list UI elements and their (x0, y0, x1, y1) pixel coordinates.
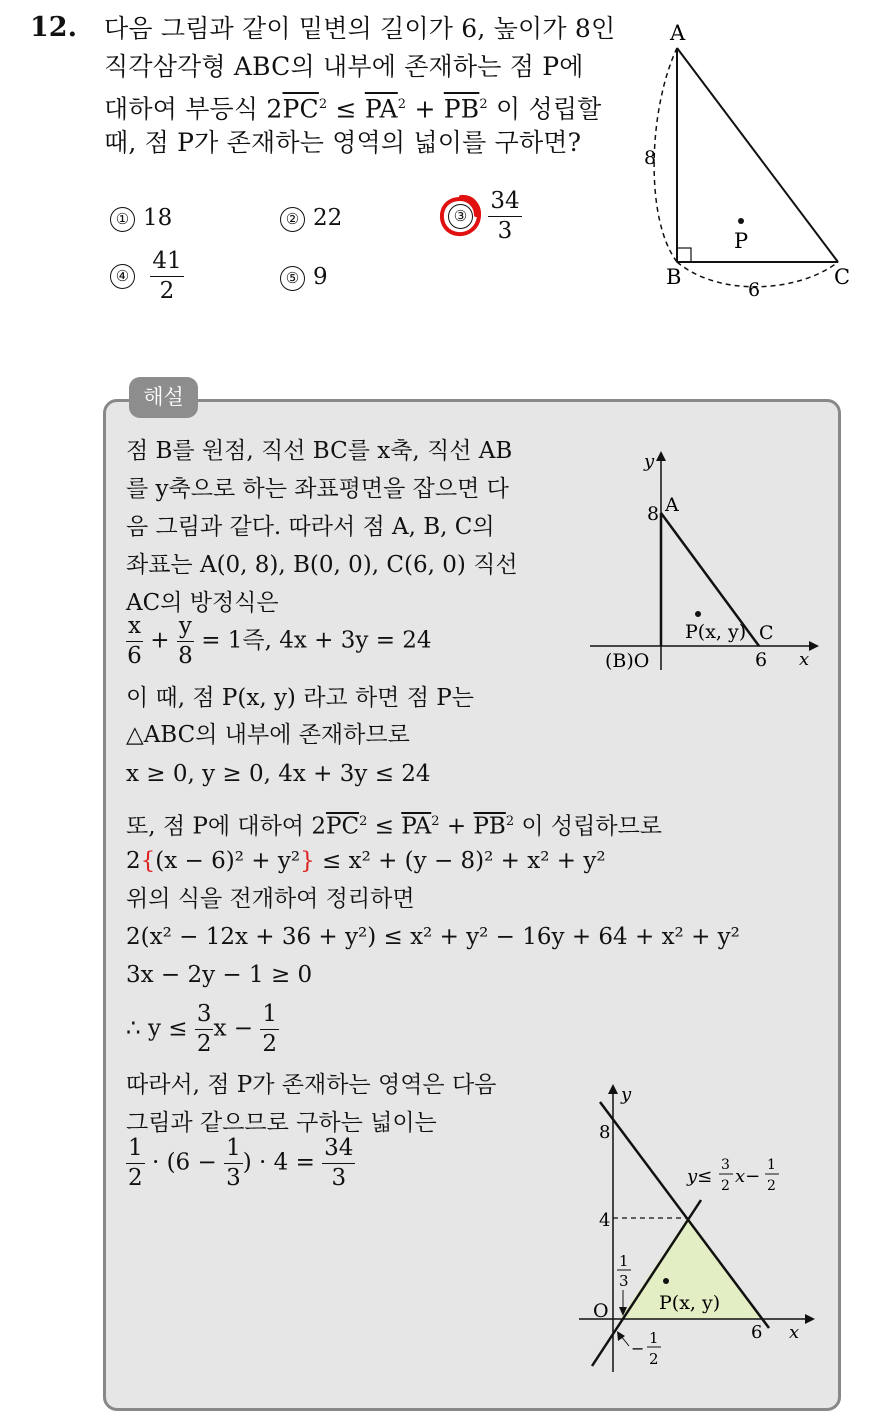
label-figure2-A: A (665, 494, 679, 516)
label-figure2-y: y (644, 451, 655, 472)
solution-line-9 (126, 807, 662, 842)
solution-line-11: 위의 식을 전개하여 정리하면 (126, 886, 415, 912)
text-solution-l17_d1: 2 (128, 1165, 143, 1191)
text-question-plus: + (414, 94, 436, 124)
text-solution-l9_pre: 또, 점 P에 대하여 2 (126, 813, 326, 840)
text-solution-l14_mid: x − (213, 1015, 254, 1042)
text-solution-l17_n2: 1 (224, 1137, 243, 1164)
label-figure3-y: y (621, 1084, 632, 1105)
text-solution-l17_d3: 3 (331, 1165, 347, 1191)
question-line-1: 다음 그림과 같이 밑변의 길이가 6, 높이가 8인 (104, 14, 616, 43)
selected-answer-circle-mark (438, 193, 484, 239)
label-figure2-C: C (759, 622, 774, 644)
text-choices-1-mark: ② (280, 207, 305, 232)
text-solution-eq1_rest: = 1즉, 4x + 3y = 24 (201, 627, 432, 654)
label-p: P (734, 229, 749, 253)
choice-5[interactable] (280, 264, 328, 291)
solution-line-13: 3x − 2y − 1 ≥ 0 (126, 962, 313, 988)
label-figure3-third_n: 1 (619, 1252, 629, 1270)
arc-height (654, 48, 677, 262)
text-choices-3-num: 41 (150, 250, 183, 277)
text-solution-l10_b: { (140, 848, 156, 874)
text-question-seg_pa: $\overline{PA}$ (364, 94, 398, 124)
solution-line-8: x ≥ 0, y ≥ 0, 4x + 3y ≤ 24 (126, 761, 431, 787)
label-figure3-x: x (789, 1322, 800, 1343)
solution-line-4: 좌표는 A(0, 8), B(0, 0), C(6, 0) 직선 (126, 552, 518, 578)
label-figure3-four: 4 (599, 1210, 611, 1231)
solution-tag: 해설 (129, 377, 198, 418)
text-solution-l9_post: 이 성립하므로 (521, 813, 663, 840)
label-a: A (670, 21, 686, 45)
label-figure3-ineq_n: 3 (721, 1157, 730, 1173)
label-figure3-ineq_d2: 2 (767, 1178, 776, 1194)
text-solution-l10_c: (x − 6)² + y² (155, 848, 301, 874)
question-line-3 (104, 88, 602, 126)
side-ac (677, 48, 838, 262)
label-figure3-neg: − (631, 1339, 645, 1358)
text-solution-l14_a: ∴ y ≤ (126, 1015, 188, 1042)
label-base-6: 6 (748, 279, 761, 301)
text-solution-eq1_x: x (126, 615, 143, 642)
text-question-plus: + (446, 813, 467, 840)
text-choices-3-mark: ④ (110, 264, 135, 289)
solution-line-7: △ABC의 내부에 존재하므로 (126, 722, 410, 748)
text-question-sq: 2 (431, 814, 440, 829)
text-question-seg_pc: $\overline{PC}$ (282, 94, 319, 124)
label-figure3-ineq: y≤ (687, 1166, 713, 1187)
label-figure3-ineq_mid: x− (735, 1166, 761, 1187)
text-question-sq: 2 (505, 814, 515, 829)
solution-line-1: 점 B를 원점, 직선 BC를 x축, 직선 AB (126, 438, 513, 464)
text-choices-2-den: 3 (497, 218, 513, 244)
text-question-line3_pre: 대하여 부등식 2 (104, 94, 283, 124)
label-figure3-ineq_n2: 1 (767, 1157, 776, 1173)
choice-4[interactable] (110, 250, 184, 303)
label-figure3-neg_n: 1 (649, 1329, 659, 1347)
label-figure2-P: P(x, y) (685, 621, 747, 643)
text-choices-2-mark: ③ (448, 204, 473, 229)
label-figure3-eight: 8 (599, 1122, 611, 1143)
region-figure (575, 1080, 825, 1375)
text-solution-l14_n2: 1 (260, 1003, 279, 1030)
text-question-sq: 2 (397, 97, 407, 112)
solution-line-2: 를 y축으로 하는 좌표평면을 잡으면 다 (126, 476, 509, 502)
text-choices-3-den: 2 (159, 278, 175, 304)
label-figure3-neg_d: 2 (649, 1350, 659, 1368)
text-solution-eq1_8: 8 (178, 643, 193, 669)
point-p-dot (738, 218, 744, 224)
label-figure2-eight: 8 (647, 503, 660, 525)
text-question-sq: 2 (318, 97, 328, 112)
label-b: B (666, 265, 682, 289)
solution-line-12: 2(x² − 12x + 36 + y²) ≤ x² + y² − 16y + 64 + x² + y² (126, 924, 740, 950)
text-solution-l14_d1: 2 (196, 1031, 212, 1057)
label-figure3-O: O (593, 1300, 609, 1322)
label-figure2-x: x (799, 649, 810, 670)
solution-line-15: 따라서, 점 P가 존재하는 영역은 다음 (126, 1072, 497, 1098)
solution-area-result (126, 1137, 355, 1190)
text-solution-l17_n1: 1 (126, 1137, 145, 1164)
text-solution-l10_d: } (300, 848, 315, 874)
label-figure3-third_d: 3 (619, 1272, 629, 1290)
text-solution-l17_end: ) · 4 = (242, 1149, 315, 1176)
question-line-4: 때, 점 P가 존재하는 영역의 넓이를 구하면? (104, 128, 582, 157)
text-solution-l10_a: 2 (126, 848, 141, 874)
label-figure3-P: P(x, y) (659, 1292, 721, 1314)
solution-line-5: AC의 방정식은 (126, 590, 279, 616)
choice-1[interactable] (110, 205, 172, 232)
text-solution-l10_e: ≤ x² + (y − 8)² + x² + y² (314, 848, 606, 874)
text-question-seg_pc: $\overline{PC}$ (325, 813, 360, 840)
coordinate-triangle-figure (585, 445, 825, 675)
text-choices-4-value: 9 (313, 264, 328, 290)
solution-line-10 (126, 846, 606, 876)
solution-equation-ac (126, 615, 432, 668)
triangle-figure (640, 20, 860, 305)
text-choices-0-value: 18 (143, 205, 173, 231)
label-height-8: 8 (644, 147, 657, 169)
label-figure3-six: 6 (751, 1322, 763, 1343)
text-question-sq: 2 (479, 97, 488, 112)
text-solution-l17_mid: · (6 − (151, 1149, 217, 1176)
text-choices-0-mark: ① (110, 207, 135, 232)
text-solution-l14_n1: 3 (195, 1003, 214, 1030)
solution-line-16: 그림과 같으므로 구하는 넓이는 (126, 1110, 437, 1136)
label-c: C (834, 265, 851, 289)
text-question-seg_pb: $\overline{PB}$ (473, 813, 506, 840)
label-figure2-six: 6 (755, 649, 768, 671)
label-figure2-origin: (B)O (605, 650, 650, 672)
text-solution-eq1_plus: + (150, 627, 170, 654)
text-question-line3_post: 이 성립할 (495, 94, 602, 124)
text-choices-1-value: 22 (313, 205, 343, 231)
text-solution-eq1_6: 6 (127, 643, 142, 669)
label-figure3-ineq_d: 2 (721, 1178, 730, 1194)
text-solution-l17_d2: 3 (226, 1165, 241, 1191)
text-question-sq: 2 (359, 814, 368, 829)
right-angle-mark (677, 248, 691, 262)
text-question-le: ≤ (335, 94, 357, 124)
text-question-le: ≤ (374, 813, 394, 840)
solution-line-6: 이 때, 점 P(x, y) 라고 하면 점 P는 (126, 685, 474, 711)
question-number: 12. (30, 12, 77, 43)
choice-2[interactable] (280, 205, 342, 232)
text-choices-4-mark: ⑤ (280, 266, 305, 291)
text-question-seg_pb: $\overline{PB}$ (443, 94, 480, 124)
solution-line-14 (126, 1003, 279, 1056)
text-choices-2-num: 34 (488, 190, 521, 217)
text-solution-eq1_y: y (177, 615, 194, 642)
solution-line-3: 음 그림과 같다. 따라서 점 A, B, C의 (126, 514, 495, 540)
text-question-seg_pa: $\overline{PA}$ (401, 813, 432, 840)
text-solution-l17_n3: 34 (322, 1137, 355, 1164)
text-solution-l14_d2: 2 (262, 1031, 277, 1057)
question-line-2: 직각삼각형 ABC의 내부에 존재하는 점 P에 (104, 52, 584, 81)
